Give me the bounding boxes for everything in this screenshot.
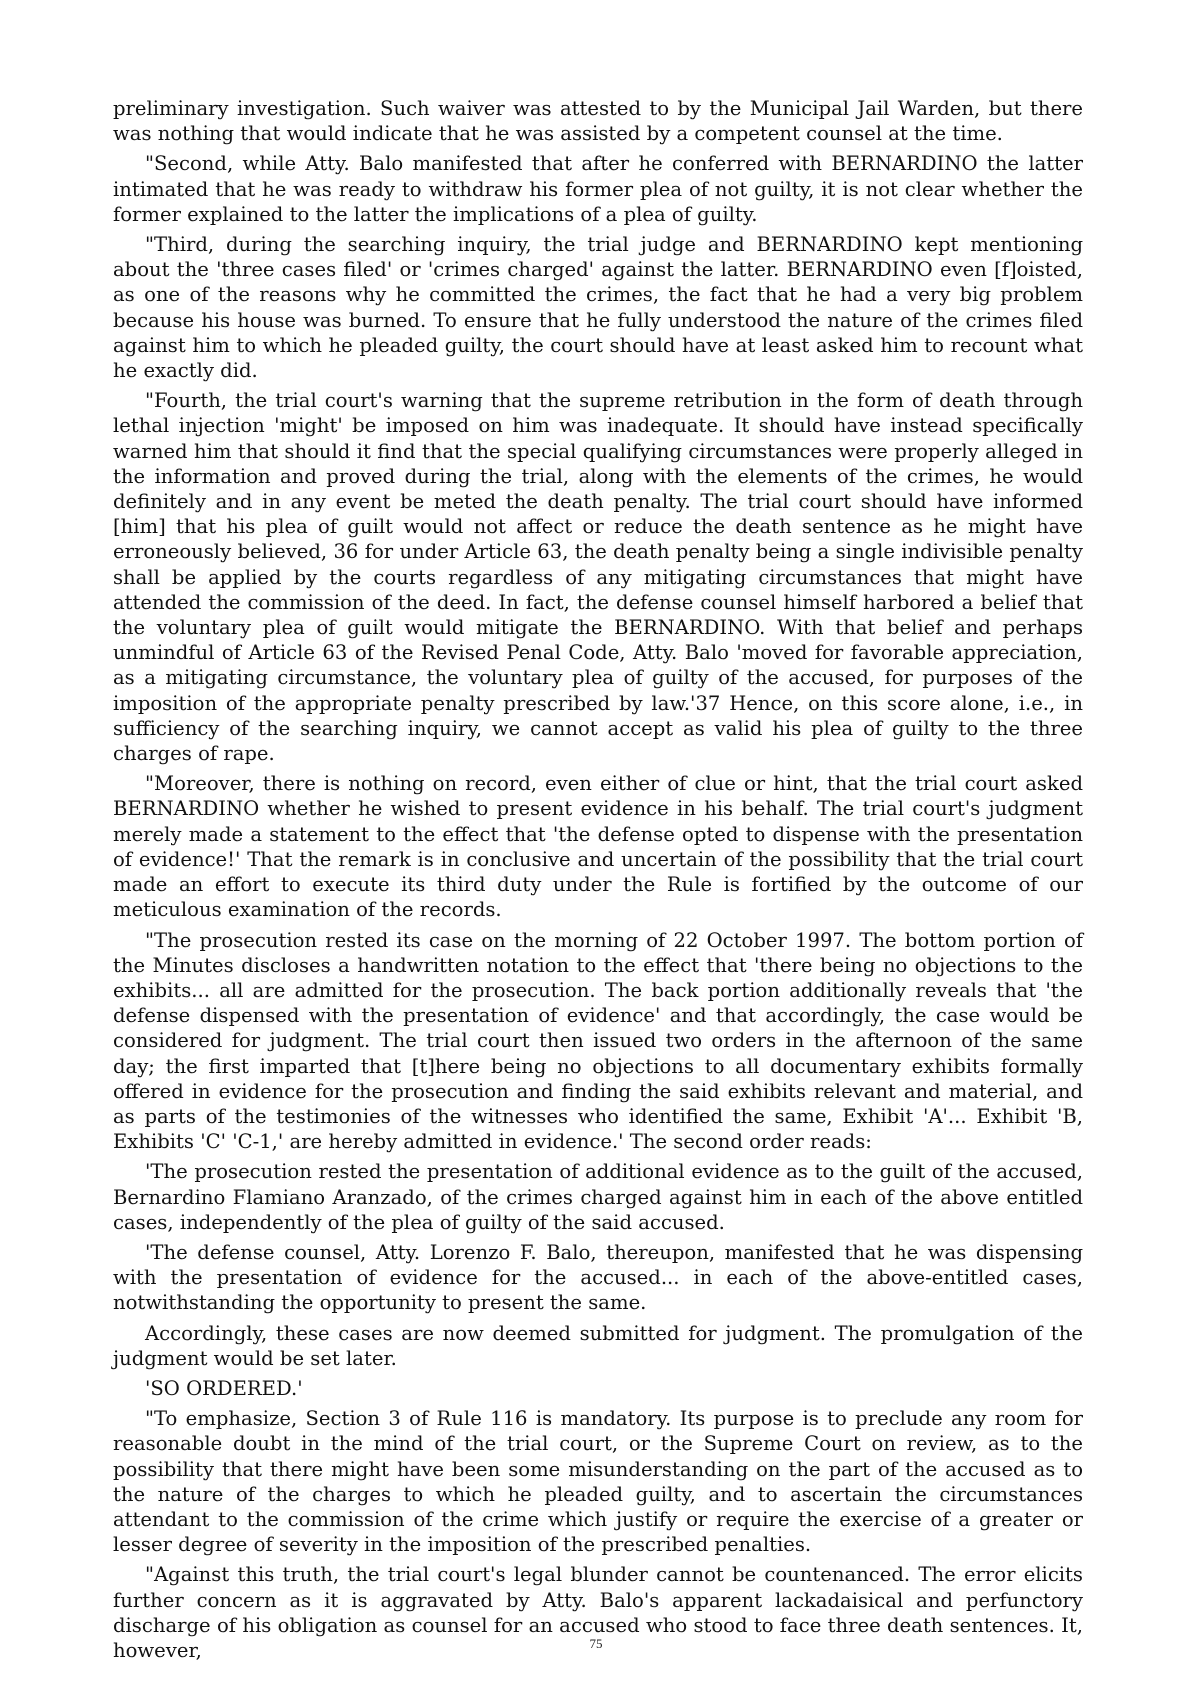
paragraph-third-point: "Third, during the searching inquiry, the trial judge and BERNARDINO kept mentioning about the 'three cases filed' or 'crimes charged' against the latter. BERNARDINO even [f]oisted, as one of the reasons why he committed the crimes, the fact that he had a very big problem because his house was burned. To ensure that he fully understood the nature of the crimes filed against him to which he pleaded guilty, the court should have at least asked him to recount what he exactly did. bbox=[113, 233, 1083, 383]
paragraph-moreover: "Moreover, there is nothing on record, even either of clue or hint, that the trial court asked BERNARDINO whether he wished to present evidence in his behalf. The trial court's judgment merely made a statement to the effect that 'the defense opted to dispense with the presentation of evidence!' That the remark is in conclusive and uncertain of the possibility that the trial court made an effort to execute its third duty under the Rule is fortified by the outcome of our meticulous examination of the records. bbox=[113, 772, 1083, 922]
paragraph-legal-blunder: "Against this truth, the trial court's legal blunder cannot be countenanced. The error elicits further concern as it is aggravated by Atty. Balo's apparent lackadaisical and perfunctory discharge of his obligation as counsel for an accused who stood to face three death sentences. It, however, bbox=[113, 1563, 1083, 1662]
paragraph-so-ordered: 'SO ORDERED.' bbox=[145, 1376, 303, 1400]
paragraph-second-point: "Second, while Atty. Balo manifested that after he conferred with BERNARDINO the latter intimated that he was ready to withdraw his former plea of not guilty, it is not clear whether the former explained to the latter the implications of a plea of guilty. bbox=[113, 152, 1083, 226]
document-body bbox=[113, 96, 1083, 1668]
paragraph-waiver-continuation: preliminary investigation. Such waiver was attested to by the Municipal Jail Warden, but there was nothing that would indicate that he was assisted by a competent counsel at the time. bbox=[113, 97, 1083, 146]
paragraph-order-prosecution: 'The prosecution rested the presentation of additional evidence as to the guilt of the accused, Bernardino Flamiano Aranzado, of the crimes charged against him in each of the above entitled cases, independently of the plea of guilty of the said accused. bbox=[113, 1160, 1083, 1234]
paragraph-order-defense: 'The defense counsel, Atty. Lorenzo F. Balo, thereupon, manifested that he was dispensing with the presentation of evidence for the accused... in each of the above-entitled cases, notwithstanding the opportunity to present the same. bbox=[113, 1240, 1083, 1315]
paragraph-order-submitted: Accordingly, these cases are now deemed submitted for judgment. The promulgation of the judgment would be set later. bbox=[113, 1321, 1083, 1370]
paragraph-fourth-point: "Fourth, the trial court's warning that the supreme retribution in the form of death through lethal injection 'might' be imposed on him was inadequate. It should have instead specifically warned him that should it find that the special qualifying circumstances were properly alleged in the information and proved during the trial, along with the elements of the crimes, he would definitely and in any event be meted the death penalty. The trial court should have informed [him] that his plea of guilt would not affect or reduce the death sentence as he might have erroneously believed, 36 for under Article 63, the death penalty being a single indivisible penalty shall be applied by the courts regardless of any mitigating circumstances that might have attended the commission of the deed. In fact, the defense counsel himself harbored a belief that the voluntary plea of guilt would mitigate the BERNARDINO. With that belief and perhaps unmindful of Article 63 of the Revised Penal Code, Atty. Balo 'moved for favorable appreciation, as a mitigating circumstance, the voluntary plea of guilty of the accused, for purposes of the imposition of the appropriate penalty prescribed by law.'37 Hence, on this score alone, i.e., in sufficiency of the searching inquiry, we cannot accept as valid his plea of guilty to the three charges of rape. bbox=[113, 389, 1083, 766]
paragraph-prosecution-rested: "The prosecution rested its case on the morning of 22 October 1997. The bottom portion of the Minutes discloses a handwritten notation to the effect that 'there being no objections to the exhibits... all are admitted for the prosecution. The back portion additionally reveals that 'the defense dispensed with the presentation of evidence' and that accordingly, the case would be considered for judgment. The trial court then issued two orders in the afternoon of the same day; the first imparted that [t]here being no objections to all documentary exhibits formally offered in evidence for the prosecution and finding the said exhibits relevant and material, and as parts of the testimonies of the witnesses who identified the same, Exhibit 'A'... Exhibit 'B, Exhibits 'C' 'C-1,' are hereby admitted in evidence.' The second order reads: bbox=[113, 928, 1083, 1154]
page-number: 75 bbox=[589, 1636, 603, 1651]
paragraph-rule-mandatory: "To emphasize, Section 3 of Rule 116 is mandatory. Its purpose is to preclude any room for reasonable doubt in the mind of the trial court, or the Supreme Court on review, as to the possibility that there might have been some misunderstanding on the part of the accused as to the nature of the charges to which he pleaded guilty, and to ascertain the circumstances attendant to the commission of the crime which justify or require the exercise of a greater or lesser degree of severity in the imposition of the prescribed penalties. bbox=[113, 1407, 1083, 1557]
